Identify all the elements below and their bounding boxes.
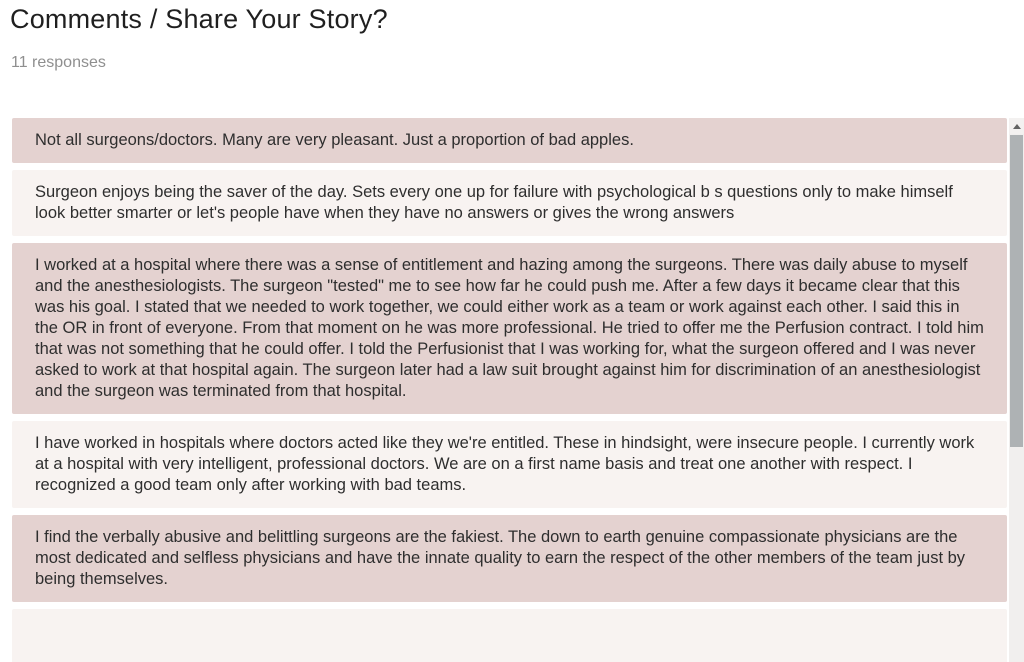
scroll-up-button[interactable] — [1009, 118, 1024, 134]
response-count: 11 responses — [11, 54, 106, 71]
scroll-thumb[interactable] — [1010, 135, 1023, 447]
response-item: Surgeon enjoys being the saver of the day. Sets every one up for failure with psychological b s questions only to make himself look better smarter or let's people have when they have no answers or gives the wrong answers — [12, 170, 1007, 236]
response-item: I have worked in hospitals where doctors acted like they we're entitled. These in hindsight, were insecure people. I currently work at a hospital with very intelligent, professional doctors. We are on a first name basis and treat one another with respect. I recognized a good team only after working with bad teams. — [12, 421, 1007, 508]
response-item — [12, 609, 1007, 662]
response-item: I find the verbally abusive and belittling surgeons are the fakiest. The down to earth genuine compassionate physicians are the most dedicated and selfless physicians and have the innate quality to earn the respect of the other members of the team just by being themselves. — [12, 515, 1007, 602]
page-title: Comments / Share Your Story? — [10, 4, 388, 34]
responses-scroll-area[interactable] — [12, 118, 1007, 662]
response-item: I worked at a hospital where there was a sense of entitlement and hazing among the surgeons. There was daily abuse to myself and the anesthesiologists. The surgeon "tested" me to see how far he could push me. After a few days it became clear that this was his goal. I stated that we needed to work together, we could either work as a team or work against each other. I said this in the OR in front of everyone. From that moment on he was more professional. He tried to offer me the Perfusion contract. I told him that was not something that he could offer. I told the Perfusionist that I was working for, what the surgeon offered and I was never asked to work at that hospital again. The surgeon later had a law suit brought against him for discrimination of an anesthesiologist and the surgeon was terminated from that hospital. — [12, 243, 1007, 414]
response-item: Not all surgeons/doctors. Many are very pleasant. Just a proportion of bad apples. — [12, 118, 1007, 163]
scrollbar-track[interactable] — [1009, 118, 1024, 662]
triangle-up-icon — [1013, 124, 1021, 129]
